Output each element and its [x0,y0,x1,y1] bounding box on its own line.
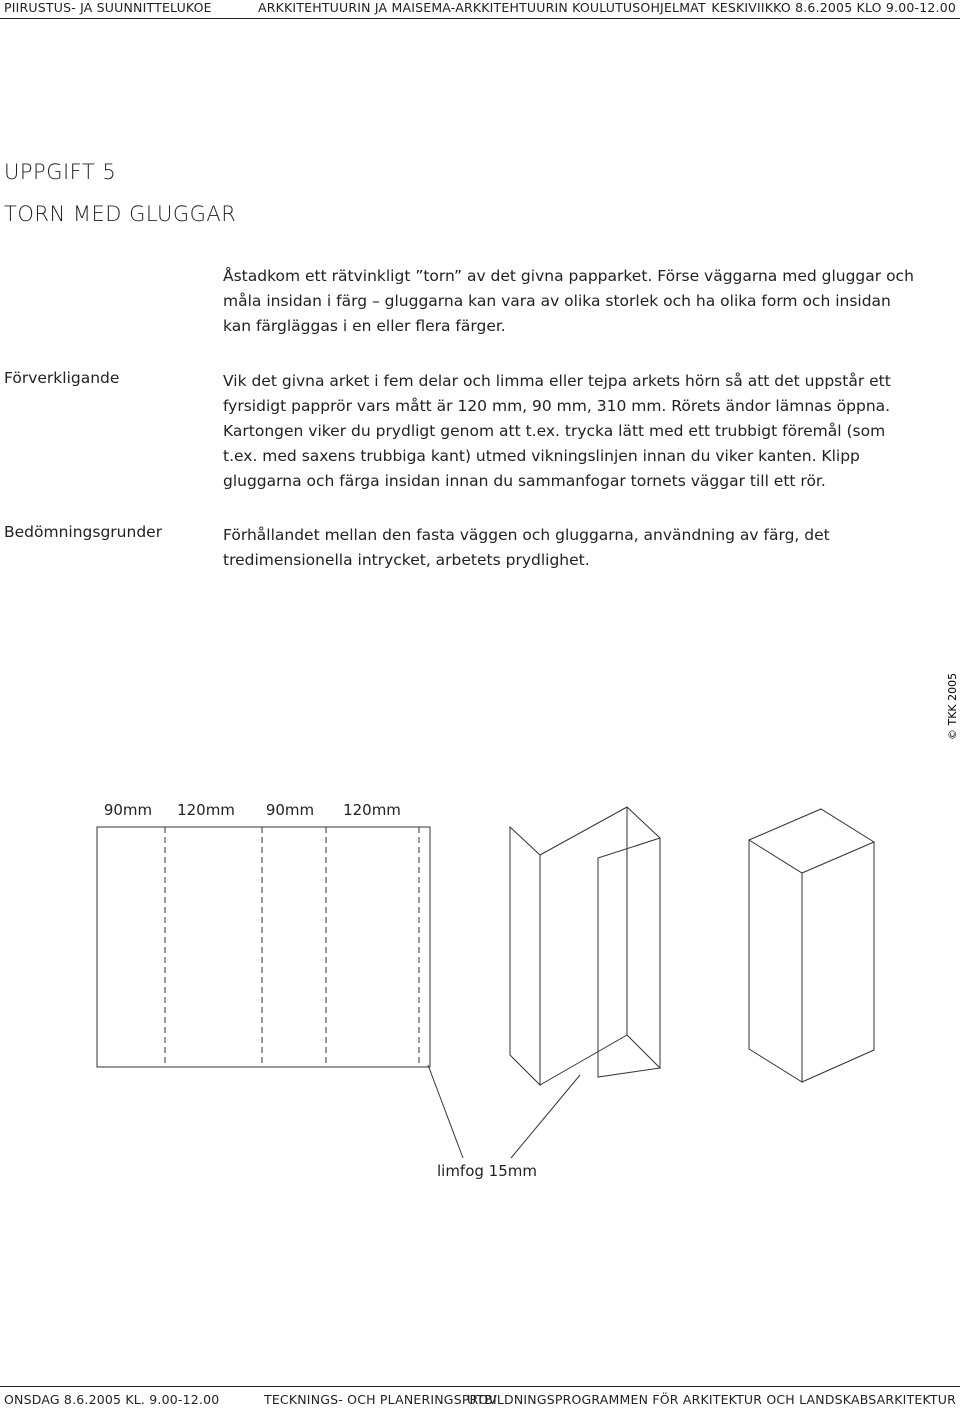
header-rule [0,18,960,19]
task-title: TORN MED GLUGGAR [4,202,237,226]
header-left: PIIRUSTUS- JA SUUNNITTELUKOE [4,0,212,15]
assembled-tower [749,809,874,1082]
copyright-text: © TKK 2005 [946,672,959,740]
footer-center: TECKNINGS- OCH PLANERINGSPROV [264,1392,498,1407]
task-number: UPPGIFT 5 [4,160,117,184]
flat-sheet [97,827,430,1067]
intro-paragraph: Åstadkom ett rätvinkligt ”torn” av det givna papparket. Förse väggarna med gluggar och måla insidan i färg – gluggarna kan vara av olika storlek och ha olika form och insidan kan färgläggas i en eller flera färger. [223,267,914,335]
header-center: ARKKITEHTUURIN JA MAISEMA-ARKKITEHTUURIN KOULUTUSOHJELMAT [258,0,706,15]
section-text-bedomningsgrunder: Förhållandet mellan den fasta väggen och gluggarna, användning av färg, det tredimensionella intrycket, arbetets prydlighet. [223,526,830,569]
dimension-label-2: 120mm [177,801,235,819]
dimension-label-4: 120mm [343,801,401,819]
section-label-bedomningsgrunder: Bedömningsgrunder [4,523,163,541]
glue-label: limfog 15mm [436,1162,538,1180]
copyright-vertical [945,640,959,740]
folding-diagram [0,780,960,1220]
glue-leader-lines [428,1065,580,1158]
section-label-forverkligande: Förverkligande [4,369,120,387]
footer-left: ONSDAG 8.6.2005 KL. 9.00-12.00 [4,1392,220,1407]
dimension-label-3: 90mm [265,801,315,819]
partially-folded-sheet [510,807,660,1085]
dimension-label-1: 90mm [103,801,153,819]
header-right: KESKIVIIKKO 8.6.2005 KLO 9.00-12.00 [711,0,956,15]
footer-rule [0,1386,960,1387]
footer-right: UTBILDNINGSPROGRAMMEN FÖR ARKITEKTUR OCH LANDSKABSARKITEKTUR [467,1392,956,1407]
section-text-forverkligande: Vik det givna arket i fem delar och limma eller tejpa arkets hörn så att det uppstår ett fyrsidigt papprör vars mått är 120 mm, 90 mm, 310 mm. Rörets ändor lämnas öppna. Kartongen viker du prydligt genom att t.ex. trycka lätt med ett trubbigt föremål (som t.ex. med saxens trubbiga kant) utmed vikningslinjen innan du viker kanten. Klipp gluggarna och färga insidan innan du sammanfogar tornets väggar till ett rör. [223,372,891,490]
